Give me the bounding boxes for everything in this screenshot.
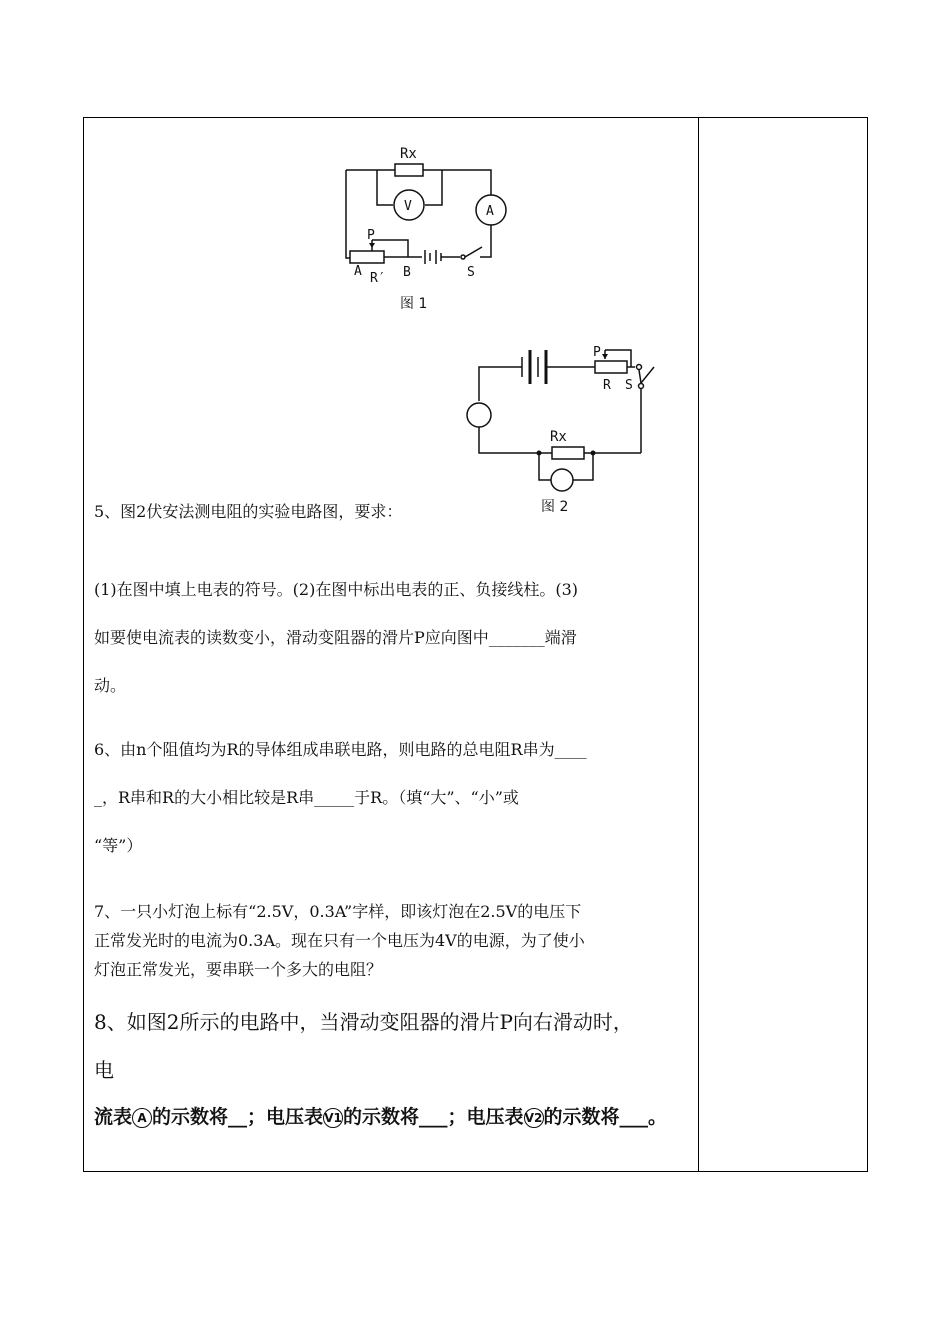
q5-line-1: (1)在图中填上电表的符号。(2)在图中标出电表的正、负接线柱。(3)	[94, 580, 578, 599]
fig1-slider-label: P	[367, 228, 375, 243]
fig1-ammeter-symbol: A	[486, 204, 494, 219]
fig1-end-a-label: A	[354, 264, 362, 279]
fig2-switch-label: S	[625, 378, 633, 393]
table-column-divider	[698, 117, 699, 1172]
figure-1-circuit	[330, 140, 530, 320]
fig2-rx-label: Rx	[550, 429, 567, 445]
fig1-end-b-label: B	[403, 265, 411, 280]
fig1-rx-label: Rx	[400, 146, 417, 162]
q7-line-3: 灯泡正常发光，要串联一个多大的电阻？	[94, 960, 383, 979]
figure-2-circuit	[455, 335, 665, 520]
voltmeter-symbol-v2: V2	[524, 1108, 544, 1128]
q6-line-1: 6、由n个阻值均为R的导体组成串联电路，则电路的总电阻R串为____	[94, 740, 587, 759]
q7-line-1: 7、一只小灯泡上标有“2.5V，0.3A”字样，即该灯泡在2.5V的电压下	[94, 902, 582, 921]
fig1-rheostat-label: R′	[370, 271, 386, 286]
fig1-switch-label: S	[467, 265, 475, 280]
q6-line-3: “等”）	[94, 836, 143, 855]
q7-line-2: 正常发光时的电流为0.3A。现在只有一个电压为4V的电源，为了使小	[94, 931, 585, 950]
q8-part-1: 流表	[94, 1106, 133, 1128]
q5-line-3: 动。	[94, 676, 127, 695]
q8-line-1: 8、如图2所示的电路中，当滑动变阻器的滑片P向右滑动时，	[94, 1010, 633, 1034]
q8-part-2: 的示数将__；电压表	[152, 1106, 324, 1128]
q8-line-2: 电	[94, 1058, 114, 1082]
q8-part-4: 的示数将___。	[543, 1106, 668, 1128]
fig1-caption: 图 1	[400, 296, 428, 312]
voltmeter-symbol-v1: V1	[323, 1108, 343, 1128]
fig1-voltmeter-symbol: V	[404, 199, 412, 214]
q8-part-3: 的示数将___；电压表	[343, 1106, 524, 1128]
fig2-rheostat-label: R	[603, 378, 611, 393]
q5-line-2: 如要使电流表的读数变小，滑动变阻器的滑片P应向图中_______端滑	[94, 628, 577, 647]
q8-line-3	[94, 1104, 667, 1130]
fig2-caption: 图 2	[541, 499, 569, 515]
fig2-slider-label: P	[593, 345, 601, 360]
q6-line-2: _，R串和R的大小相比较是R串_____于R。（填“大”、“小”或	[94, 788, 519, 807]
q5-intro: 5、图2伏安法测电阻的实验电路图，要求：	[94, 502, 403, 521]
ammeter-symbol-a: A	[132, 1108, 152, 1128]
